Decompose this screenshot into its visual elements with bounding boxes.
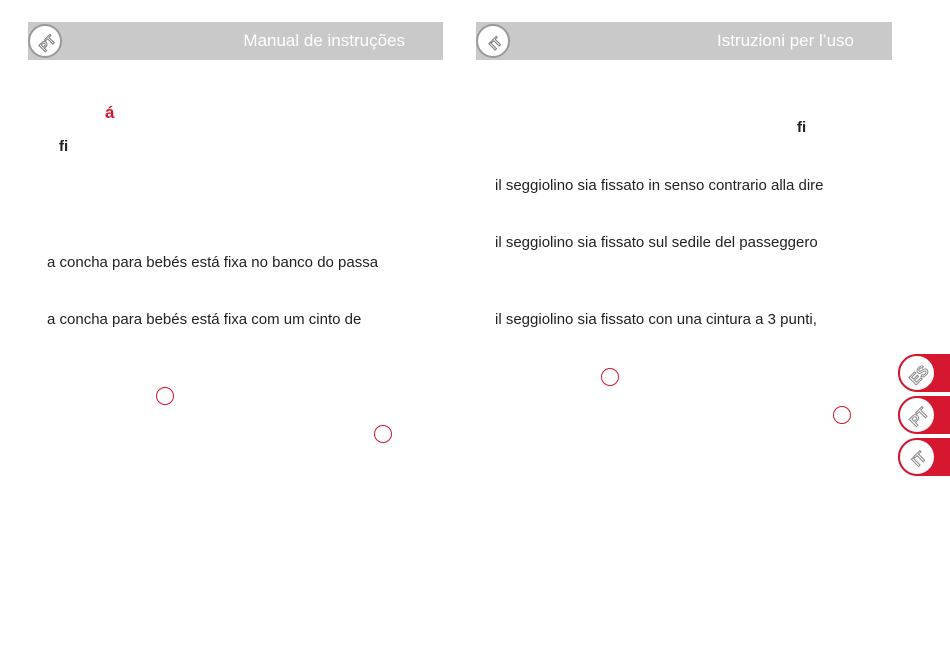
left-reference-circle-2 [374, 425, 392, 443]
left-line-2: a concha para bebés está fixa com um cinto de [47, 311, 362, 328]
left-bold-mark: fi [59, 138, 69, 155]
side-tab-es-label: ES [905, 361, 933, 389]
left-line-1: a concha para bebés está fixa no banco do passa [47, 254, 379, 271]
right-line-3: il seggiolino sia fissato con una cintura a 3 punti, [495, 311, 817, 328]
left-lang-code: PT [35, 31, 59, 55]
left-header-title: Manual de instruções [243, 31, 405, 50]
right-line-2: il seggiolino sia fissato sul sedile del passeggero [495, 234, 818, 251]
side-tab-it[interactable] [898, 438, 950, 476]
left-red-mark: á [105, 103, 115, 122]
side-tab-es-circle [898, 354, 936, 392]
right-header-bar [476, 22, 892, 60]
left-header-bar [28, 22, 443, 60]
side-tab-es[interactable] [898, 354, 950, 392]
right-reference-circle-1 [601, 368, 619, 386]
side-tab-pt[interactable] [898, 396, 950, 434]
left-lang-badge [28, 24, 62, 58]
right-header-title: Istruzioni per l’uso [716, 31, 854, 50]
right-reference-circle-2 [833, 406, 851, 424]
right-lang-badge [476, 24, 510, 58]
side-tab-pt-label: PT [906, 404, 932, 430]
side-tab-it-circle [898, 438, 936, 476]
right-bold-mark: fi [797, 119, 807, 136]
side-tab-it-label: IT [908, 448, 930, 470]
side-tab-pt-circle [898, 396, 936, 434]
right-line-1: il seggiolino sia fissato in senso contrario alla dire [495, 177, 824, 194]
left-reference-circle-1 [156, 387, 174, 405]
right-lang-code: IT [485, 33, 505, 53]
